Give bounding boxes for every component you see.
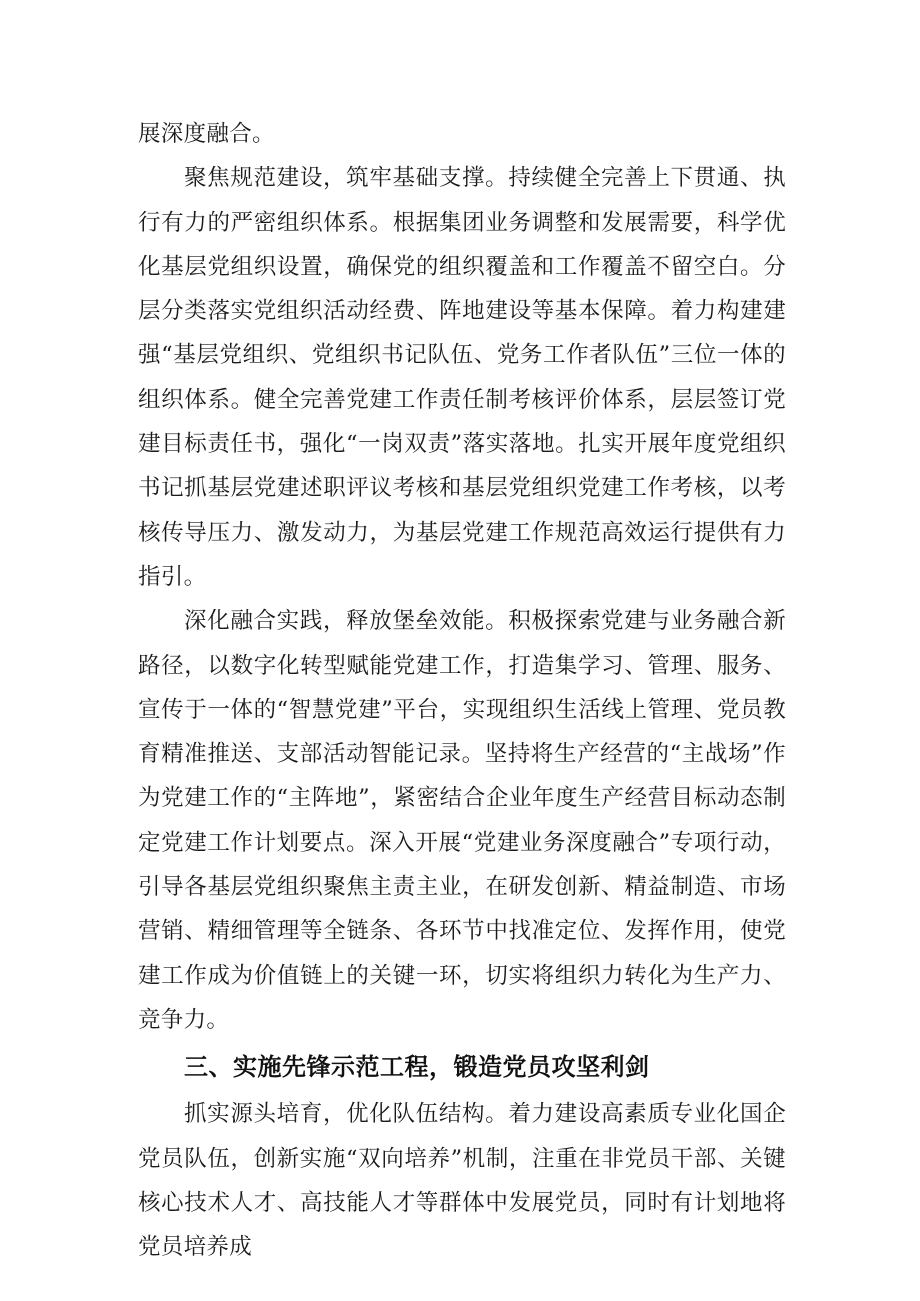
paragraph-source-cultivation: 抓实源头培育，优化队伍结构。着力建设高素质专业化国企党员队伍，创新实施“双向培养”机制，注重在非党员干部、关键核心技术人才、高技能人才等群体中发展党员，同时有计划地将党员培养成 <box>138 1101 786 1261</box>
section-heading: 三、实施先锋示范工程，锻造党员攻坚利剑 <box>184 1053 650 1082</box>
paragraph-standardized-building: 聚焦规范建设，筑牢基础支撑。持续健全完善上下贯通、执行有力的严密组织体系。根据集团业务调整和发展需要，科学优化基层党组织设置，确保党的组织覆盖和工作覆盖不留空白。分层分类落实党组织活动经费、阵地建设等基本保障。着力构建建强“基层党组织、党组织书记队伍、党务工作者队伍”三位一体的组织体系。健全完善党建工作责任制考核评价体系，层层签订党建目标责任书，强化“一岗双责”落实落地。扎实开展年度党组织书记抓基层党建述职评议考核和基层党组织党建工作考核，以考核传导压力、激发动力，为基层党建工作规范高效运行提供有力指引。 <box>138 165 786 590</box>
paragraph-integration-practice: 深化融合实践，释放堡垒效能。积极探索党建与业务融合新路径，以数字化转型赋能党建工作，打造集学习、管理、服务、宣传于一体的“智慧党建”平台，实现组织生活线上管理、党员教育精准推送、支部活动智能记录。坚持将生产经营的“主战场”作为党建工作的“主阵地”，紧密结合企业年度生产经营目标动态制定党建工作计划要点。深入开展“党建业务深度融合”专项行动，引导各基层党组织聚焦主责主业，在研发创新、精益制造、市场营销、精细管理等全链条、各环节中找准定位、发挥作用，使党建工作成为价值链上的关键一环，切实将组织力转化为生产力、竞争力。 <box>138 608 786 1033</box>
document-page <box>138 112 786 1269</box>
paragraph-continuation: 展深度融合。 <box>138 121 275 147</box>
